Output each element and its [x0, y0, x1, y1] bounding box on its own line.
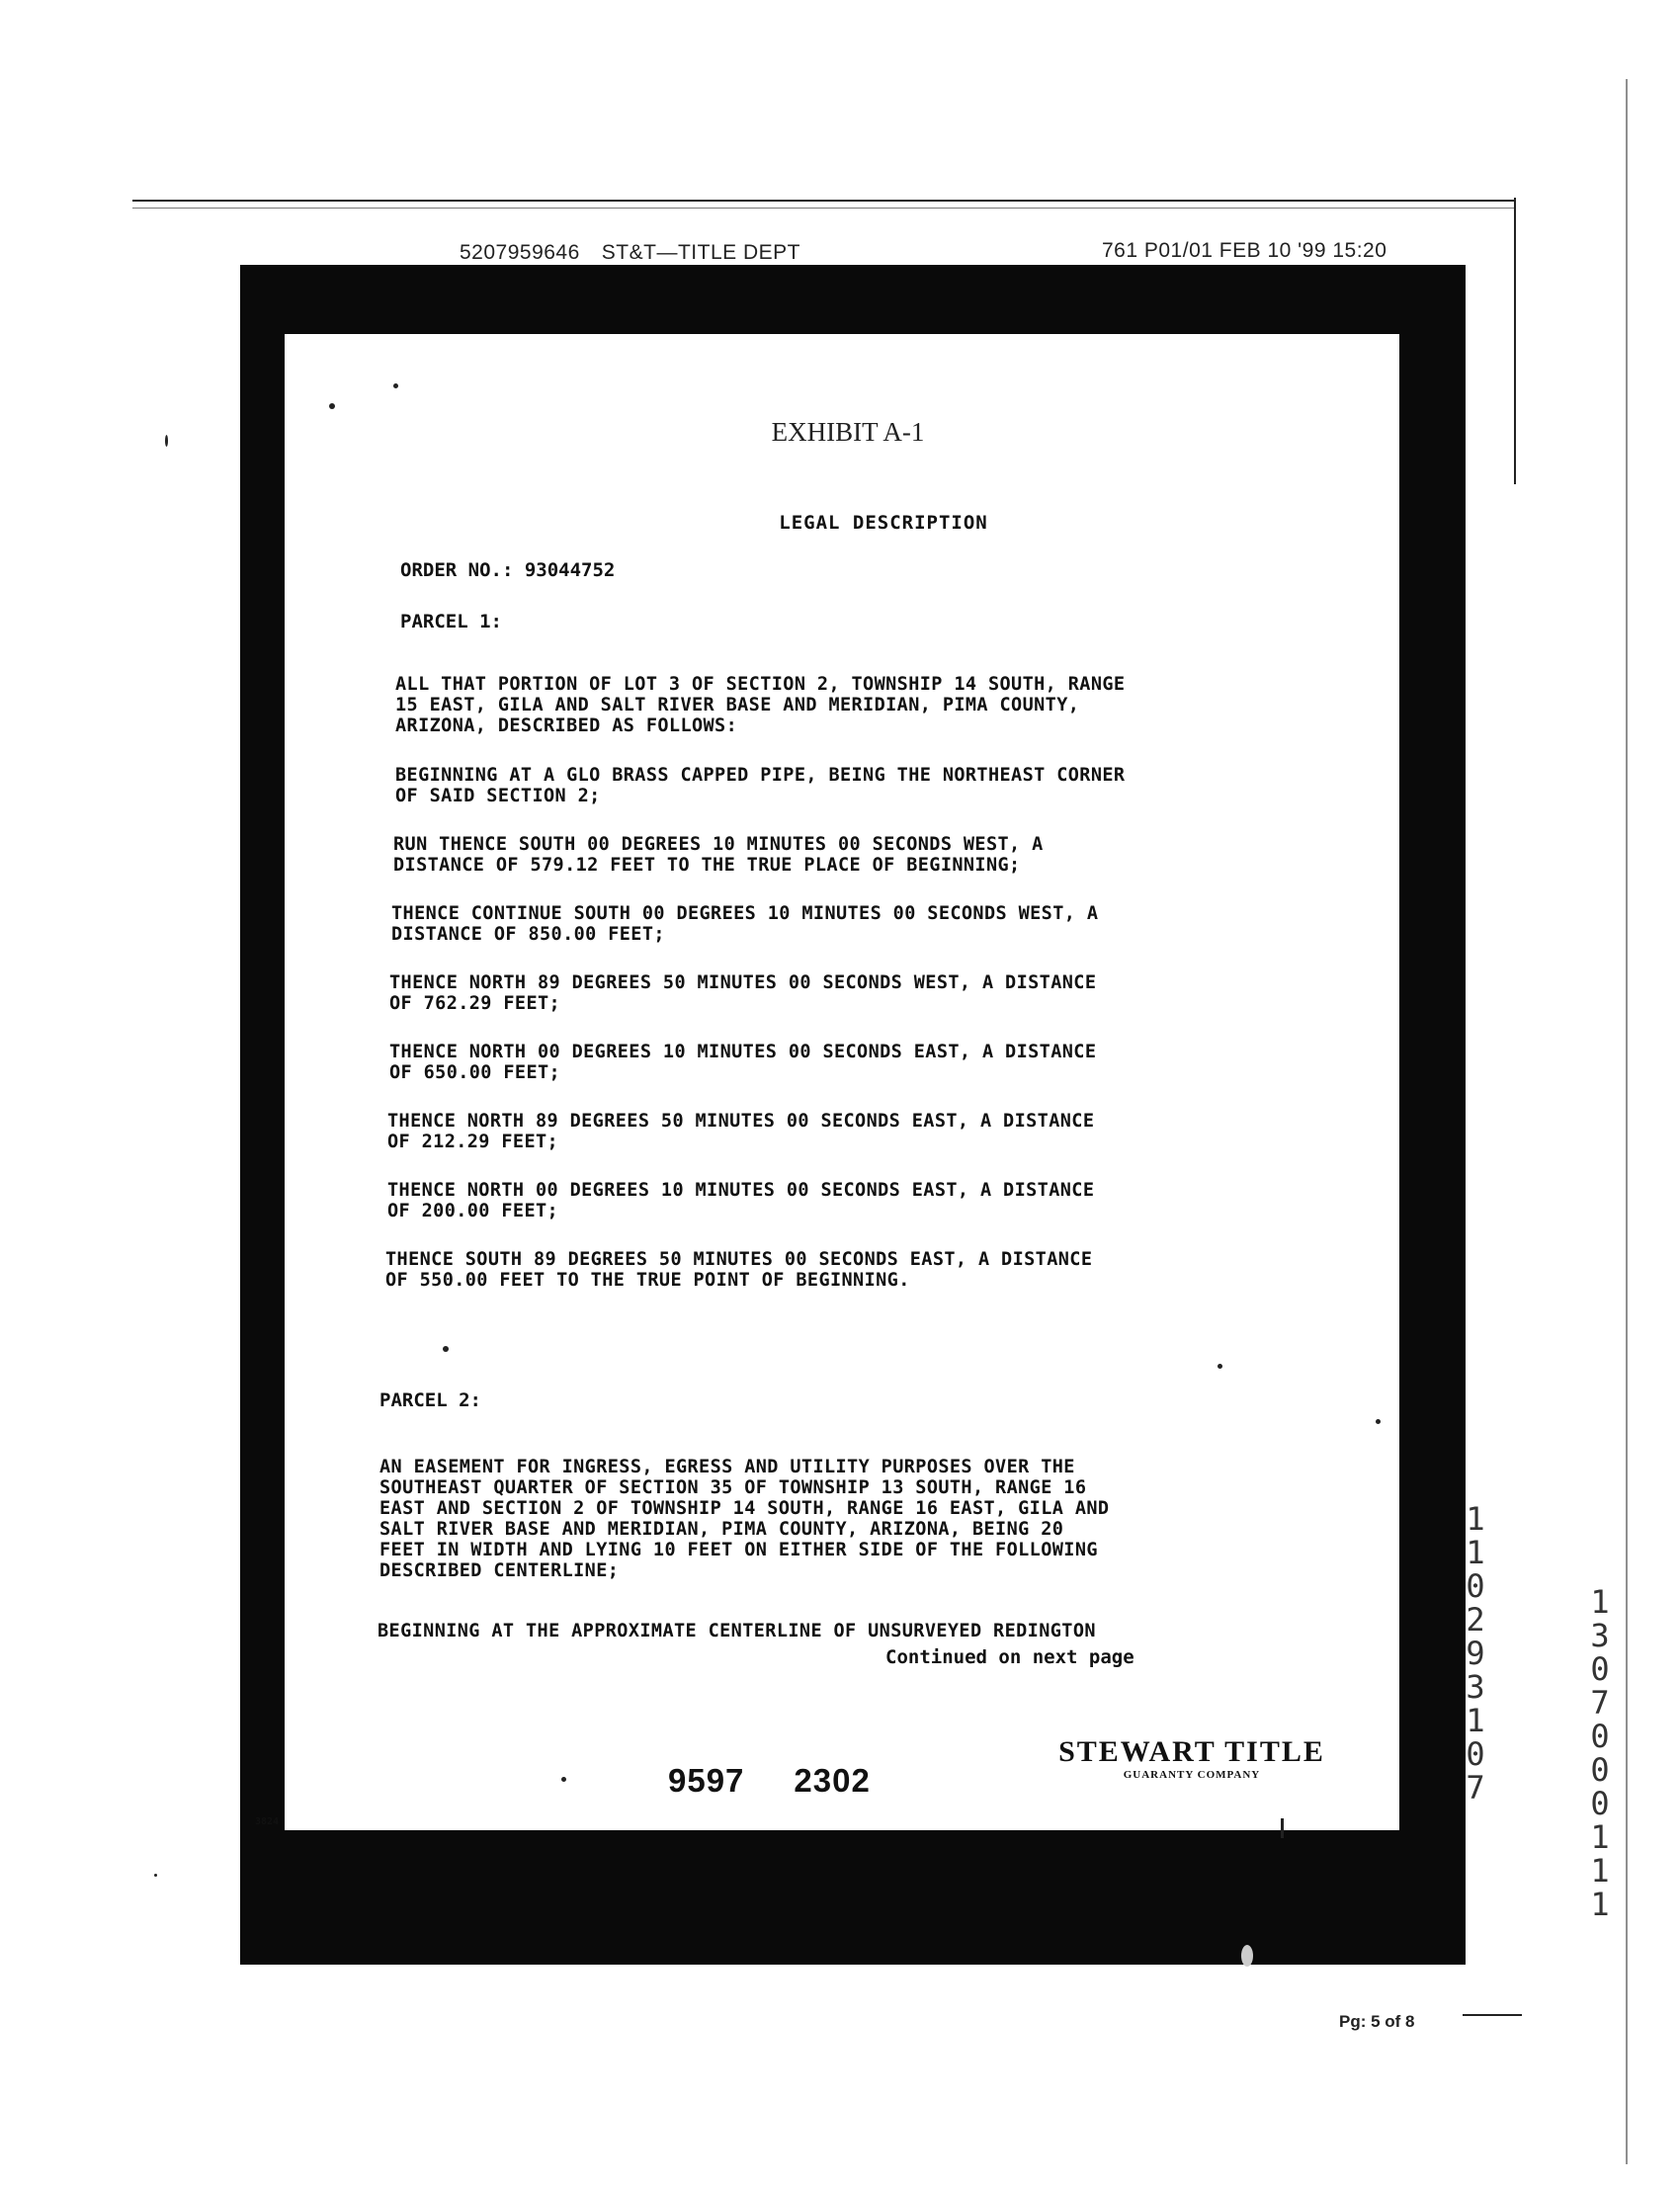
scan-speck	[1376, 1419, 1381, 1424]
stewart-title-logo	[1044, 1735, 1340, 1781]
logo-name: STEWART TITLE	[1058, 1735, 1325, 1768]
bottom-page-rule	[1463, 2014, 1522, 2016]
parcel-1-paragraph: THENCE NORTH 00 DEGREES 10 MINUTES 00 SECONDS EAST, A DISTANCE OF 650.00 FEET;	[389, 1042, 1097, 1083]
form-code: 3824	[255, 1816, 280, 1827]
fax-transmission-info: 761 P01/01 FEB 10 '99 15:20	[1102, 239, 1387, 262]
scan-speck	[561, 1777, 566, 1782]
fax-department: ST&T—TITLE DEPT	[601, 241, 800, 264]
parcel-1-paragraph: BEGINNING AT A GLO BRASS CAPPED PIPE, BEING THE NORTHEAST CORNER OF SAID SECTION 2;	[395, 765, 1126, 806]
right-scan-line	[1514, 198, 1516, 484]
scan-speck	[329, 403, 335, 409]
recording-page: 2302	[794, 1762, 871, 1799]
parcel-1-paragraph: THENCE NORTH 89 DEGREES 50 MINUTES 00 SECONDS WEST, A DISTANCE OF 762.29 FEET;	[389, 972, 1097, 1014]
parcel-1-paragraph: THENCE SOUTH 89 DEGREES 50 MINUTES 00 SECONDS EAST, A DISTANCE OF 550.00 FEET TO THE TRUE POINT OF BEGINNING.	[385, 1249, 1093, 1291]
scan-speck	[1281, 1818, 1284, 1838]
parcel-1-paragraph: THENCE NORTH 89 DEGREES 50 MINUTES 00 SECONDS EAST, A DISTANCE OF 212.29 FEET;	[387, 1111, 1095, 1152]
exhibit-sheet	[255, 334, 1399, 1830]
scan-speck	[1218, 1364, 1222, 1369]
parcel-1-paragraph: RUN THENCE SOUTH 00 DEGREES 10 MINUTES 00 SECONDS WEST, A DISTANCE OF 579.12 FEET TO THE TRUE PLACE OF BEGINNING;	[393, 834, 1044, 876]
parcel-2-label: PARCEL 2:	[379, 1389, 481, 1411]
parcel-1-paragraph: ALL THAT PORTION OF LOT 3 OF SECTION 2, TOWNSHIP 14 SOUTH, RANGE 15 EAST, GILA AND SALT RIVER BASE AND MERIDIAN, PIMA COUNTY, ARIZONA, DESCRIBED AS FOLLOWS:	[395, 674, 1126, 736]
parcel-2-paragraph: AN EASEMENT FOR INGRESS, EGRESS AND UTILITY PURPOSES OVER THE SOUTHEAST QUARTER OF SECTION 35 OF TOWNSHIP 13 SOUTH, RANGE 16 EAST AND SECTION 2 OF TOWNSHIP 14 SOUTH, RANGE 16 EAST, GILA AND SALT RIVER BASE AND MERIDIAN, PIMA COUNTY, ARIZONA, BEING 20 FEET IN WIDTH AND LYING 10 FEET ON EITHER SIDE OF THE FOLLOWING DESCRIBED CENTERLINE;	[379, 1457, 1110, 1581]
fax-sender	[460, 241, 800, 265]
scan-speck	[443, 1346, 449, 1352]
recording-docket: 9597	[668, 1762, 745, 1799]
scan-speck	[1241, 1945, 1253, 1967]
recording-number	[668, 1762, 871, 1800]
parcel-1-label: PARCEL 1:	[400, 611, 502, 632]
scan-speck	[154, 1874, 157, 1877]
parcel-1-paragraph: THENCE NORTH 00 DEGREES 10 MINUTES 00 SECONDS EAST, A DISTANCE OF 200.00 FEET;	[387, 1180, 1095, 1221]
page-indicator: Pg: 5 of 8	[1339, 2012, 1415, 2031]
continued-note: Continued on next page	[885, 1646, 1134, 1668]
far-right-edge-line	[1626, 79, 1628, 2164]
parcel-1-paragraph: THENCE CONTINUE SOUTH 00 DEGREES 10 MINUTES 00 SECONDS WEST, A DISTANCE OF 850.00 FEET;	[391, 903, 1099, 945]
scan-speck	[165, 435, 168, 447]
logo-subtitle: GUARANTY COMPANY	[1123, 1769, 1261, 1781]
top-scan-line	[132, 200, 1516, 202]
parcel-2-paragraph: BEGINNING AT THE APPROXIMATE CENTERLINE OF UNSURVEYED REDINGTON	[378, 1621, 1096, 1641]
exhibit-title: EXHIBIT A-1	[771, 417, 925, 447]
docket-stamp: 11029 3107	[1466, 1500, 1485, 1807]
fax-phone: 5207959646	[460, 241, 580, 264]
order-number: ORDER NO.: 93044752	[400, 559, 616, 581]
top-scan-line-2	[132, 208, 1516, 209]
legal-description-heading: LEGAL DESCRIPTION	[779, 512, 988, 534]
scan-speck	[393, 383, 398, 388]
sequence-stamp: 13070 00111	[1590, 1583, 1610, 1923]
